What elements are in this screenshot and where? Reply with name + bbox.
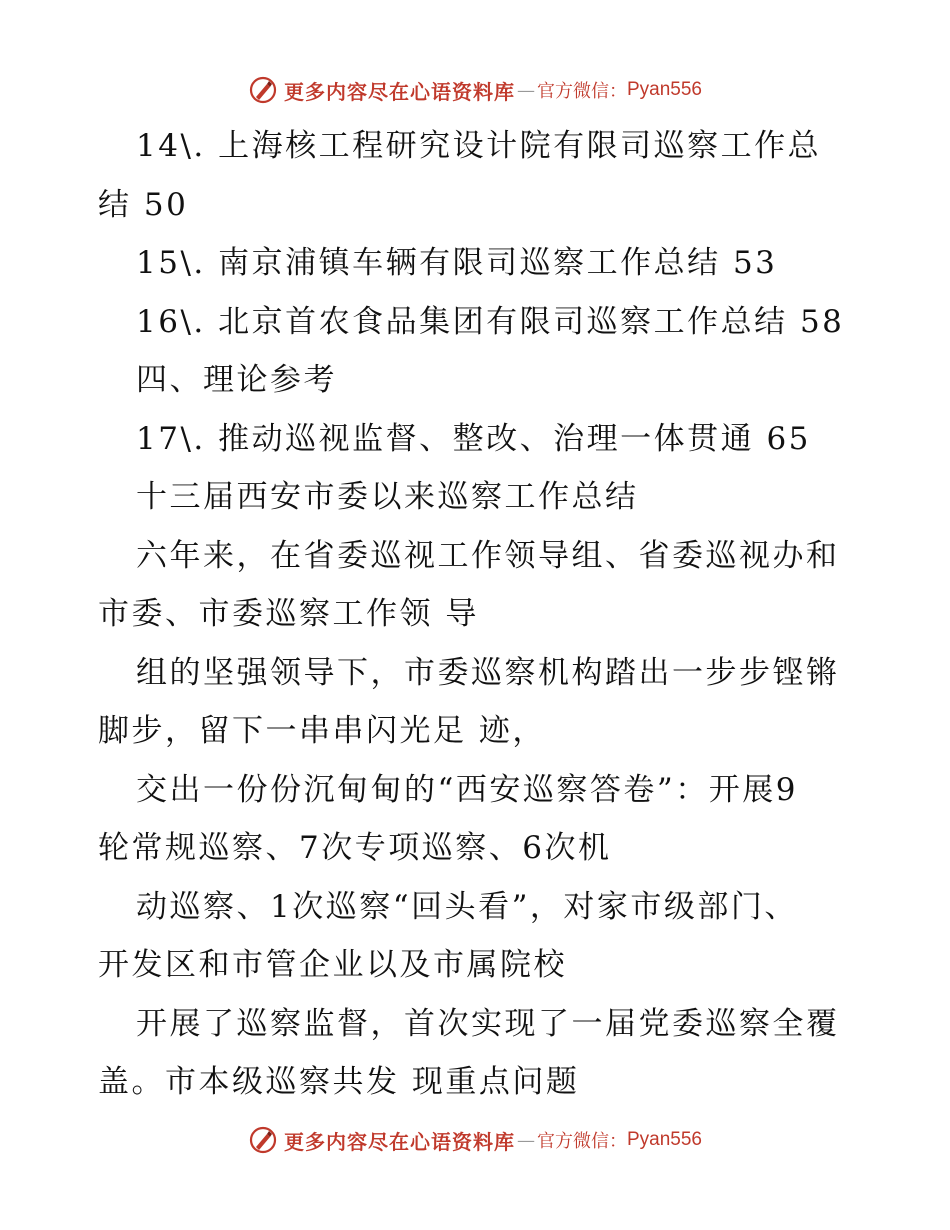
article-title: 十三届西安市委以来巡察工作总结 (136, 479, 639, 515)
pen-circle-logo-icon (248, 1125, 278, 1155)
document-body (98, 117, 858, 1112)
text-line: 六年来，在省委巡视工作领导组、省委巡视办和 (136, 537, 840, 574)
watermark-header (0, 70, 950, 110)
pen-circle-logo-icon (248, 75, 278, 105)
text-line: 轮常规巡察、7次专项巡察、6次机 (98, 830, 612, 866)
text-line: 结 50 (98, 186, 189, 223)
text-line: 开发区和市管企业以及市属院校 (98, 947, 567, 983)
watermark-main-text: 更多内容尽在心语资料库 (283, 79, 515, 104)
text-line: 17\. 推动巡视监督、整改、治理一体贯通 65 (136, 420, 811, 457)
text-line: 开展了巡察监督，首次实现了一届党委巡察全覆 (136, 1005, 840, 1042)
text-line: 脚步，留下一串串闪光足 迹， (98, 713, 546, 749)
watermark-wechat-id: Pyan556 (626, 79, 702, 100)
text-line: 组的坚强领导下，市委巡察机构踏出一步步铿锵 (136, 654, 840, 691)
text-line: 盖。市本级巡察共发 现重点问题 (98, 1064, 580, 1100)
text-line: 15\. 南京浦镇车辆有限司巡察工作总结 53 (136, 245, 778, 281)
watermark-wechat-id: Pyan556 (626, 1129, 702, 1150)
watermark-main-text: 更多内容尽在心语资料库 (283, 1129, 515, 1154)
watermark-dash: — (516, 1129, 535, 1151)
section-heading: 四、理论参考 (136, 362, 337, 398)
watermark-sub-text: 官方微信： (536, 1131, 627, 1152)
watermark-footer (0, 1120, 950, 1160)
text-line: 市委、市委巡察工作领 导 (98, 596, 479, 632)
watermark-sub-text: 官方微信： (536, 81, 627, 102)
text-line: 动巡察、1次巡察“回头看”，对家市级部门、 (136, 888, 798, 925)
text-line: 交出一份份沉甸甸的“西安巡察答卷”：开展9 (136, 771, 798, 808)
text-line: 16\. 北京首农食品集团有限司巡察工作总结 58 (136, 303, 845, 340)
text-line: 14\. 上海核工程研究设计院有限司巡察工作总 (136, 128, 822, 164)
watermark-dash: — (516, 79, 535, 101)
